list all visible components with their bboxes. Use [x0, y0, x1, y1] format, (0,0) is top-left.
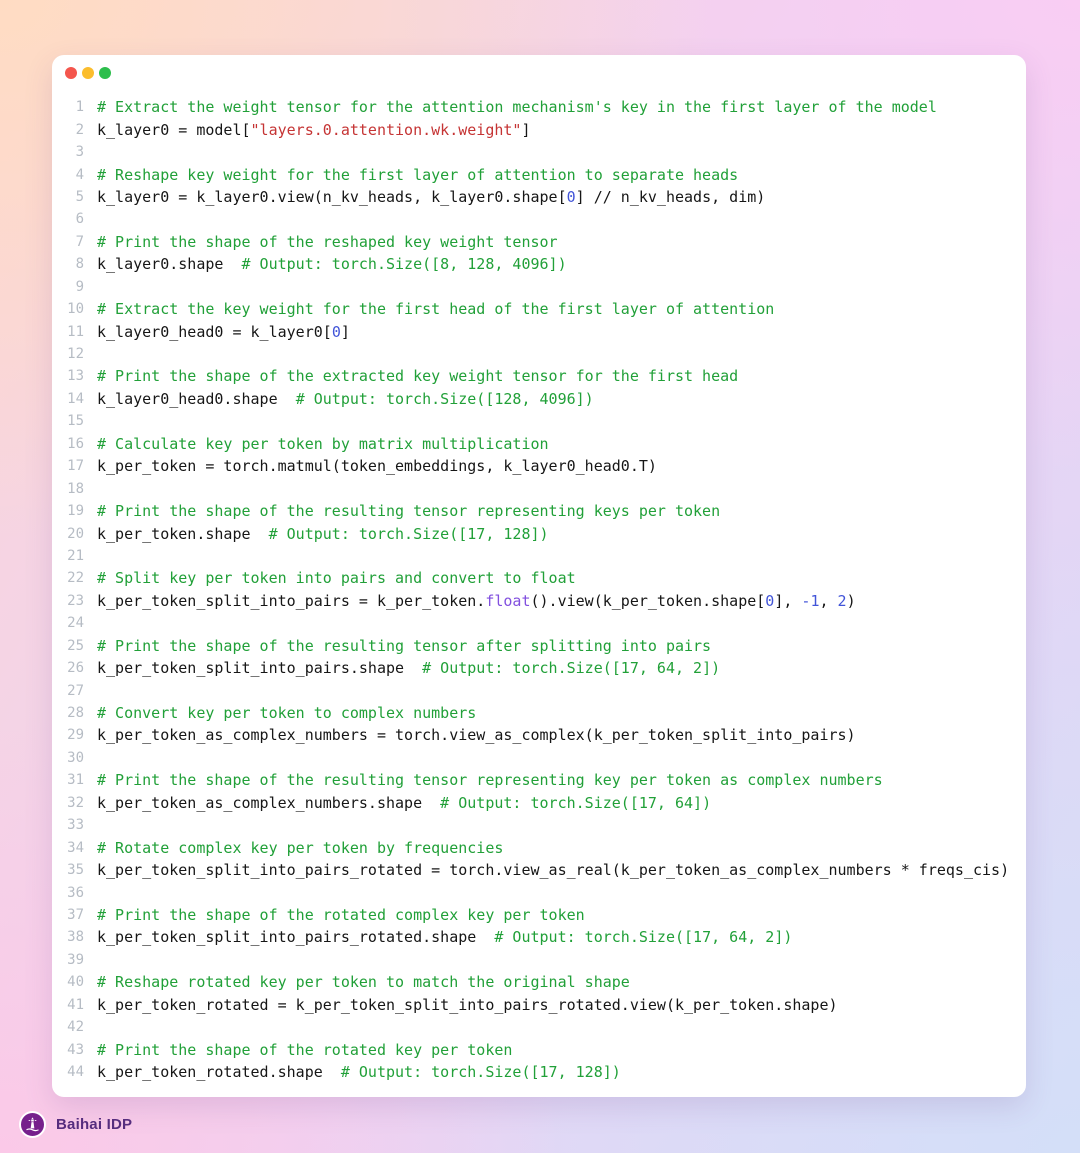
line-number: 44 — [67, 1064, 84, 1081]
code-line-7 — [64, 231, 1006, 253]
code-line-16 — [64, 433, 1006, 455]
code-editor — [52, 55, 1026, 1099]
line-number: 28 — [67, 705, 84, 722]
code-line-40 — [64, 971, 1006, 993]
line-content: # Print the shape of the resulting tensor after splitting into pairs — [97, 636, 712, 655]
code-line-38 — [64, 926, 1006, 948]
line-content: # Split key per token into pairs and convert to float — [97, 569, 576, 588]
code-line-6 — [64, 208, 1006, 230]
line-content: k_per_token_rotated.shape # Output: torch.Size([17, 128]) — [97, 1063, 621, 1082]
code-line-13 — [64, 365, 1006, 387]
code-line-21 — [64, 545, 1006, 567]
code-line-41 — [64, 994, 1006, 1016]
line-number: 27 — [67, 682, 84, 699]
code-line-1 — [64, 96, 1006, 118]
code-line-28 — [64, 702, 1006, 724]
line-content: # Print the shape of the extracted key weight tensor for the first head — [97, 367, 739, 386]
code-line-19 — [64, 500, 1006, 522]
line-number: 38 — [67, 929, 84, 946]
code-line-5 — [64, 186, 1006, 208]
line-number: 26 — [67, 660, 84, 677]
brand-name: Baihai IDP — [56, 1116, 133, 1133]
line-content: k_per_token.shape # Output: torch.Size([17, 128]) — [97, 524, 549, 543]
line-number: 13 — [67, 368, 84, 385]
line-number: 23 — [67, 592, 84, 609]
code-line-42 — [64, 1016, 1006, 1038]
code-line-27 — [64, 679, 1006, 701]
line-number: 22 — [67, 570, 84, 587]
line-number: 20 — [67, 525, 84, 542]
line-content: k_per_token_rotated = k_per_token_split_into_pairs_rotated.view(k_per_token.shape) — [97, 995, 838, 1014]
line-number: 5 — [75, 188, 84, 205]
line-content: k_per_token_as_complex_numbers = torch.view_as_complex(k_per_token_split_into_pairs) — [97, 726, 856, 745]
line-content: # Print the shape of the rotated key per token — [97, 1040, 513, 1059]
brand-logo — [19, 1111, 46, 1138]
window-close-button[interactable] — [65, 67, 77, 79]
code-line-17 — [64, 455, 1006, 477]
line-number: 35 — [67, 862, 84, 879]
code-line-12 — [64, 343, 1006, 365]
line-number: 31 — [67, 772, 84, 789]
code-line-36 — [64, 881, 1006, 903]
code-line-8 — [64, 253, 1006, 275]
code-line-24 — [64, 612, 1006, 634]
line-number: 19 — [67, 503, 84, 520]
code-line-15 — [64, 410, 1006, 432]
line-number: 36 — [67, 884, 84, 901]
line-content: k_per_token_split_into_pairs_rotated = torch.view_as_real(k_per_token_as_complex_numbers * freqs_cis) — [97, 861, 1010, 880]
code-line-23 — [64, 590, 1006, 612]
line-content: k_per_token_as_complex_numbers.shape # Output: torch.Size([17, 64]) — [97, 793, 712, 812]
code-line-44 — [64, 1061, 1006, 1083]
line-content: # Reshape rotated key per token to match the original shape — [97, 973, 630, 992]
line-number: 9 — [75, 278, 84, 295]
code-line-33 — [64, 814, 1006, 836]
code-line-34 — [64, 836, 1006, 858]
line-number: 6 — [75, 211, 84, 228]
line-number: 12 — [67, 346, 84, 363]
window-minimize-button[interactable] — [82, 67, 94, 79]
line-content: # Convert key per token to complex numbers — [97, 704, 477, 723]
code-line-26 — [64, 657, 1006, 679]
line-number: 39 — [67, 951, 84, 968]
line-number: 33 — [67, 817, 84, 834]
code-line-10 — [64, 298, 1006, 320]
line-content: k_layer0.shape # Output: torch.Size([8, 128, 4096]) — [97, 255, 567, 274]
line-content: # Print the shape of the reshaped key weight tensor — [97, 232, 558, 251]
code-card — [52, 55, 1026, 1097]
code-line-29 — [64, 724, 1006, 746]
line-number: 32 — [67, 794, 84, 811]
line-content: k_layer0 = model["layers.0.attention.wk.weight"] — [97, 120, 531, 139]
line-content: k_per_token = torch.matmul(token_embeddings, k_layer0_head0.T) — [97, 457, 657, 476]
brand-footer — [19, 1111, 132, 1138]
code-line-4 — [64, 163, 1006, 185]
line-number: 37 — [67, 906, 84, 923]
line-content: k_layer0_head0.shape # Output: torch.Size([128, 4096]) — [97, 389, 594, 408]
line-number: 18 — [67, 480, 84, 497]
line-content: k_per_token_split_into_pairs.shape # Output: torch.Size([17, 64, 2]) — [97, 659, 721, 678]
line-number: 21 — [67, 547, 84, 564]
code-line-22 — [64, 567, 1006, 589]
code-line-9 — [64, 276, 1006, 298]
line-content: k_layer0_head0 = k_layer0[0] — [97, 322, 350, 341]
code-line-25 — [64, 635, 1006, 657]
code-line-37 — [64, 904, 1006, 926]
line-number: 25 — [67, 637, 84, 654]
line-number: 42 — [67, 1019, 84, 1036]
line-content: # Extract the key weight for the first head of the first layer of attention — [97, 300, 775, 319]
code-line-20 — [64, 522, 1006, 544]
line-number: 7 — [75, 233, 84, 250]
code-line-39 — [64, 949, 1006, 971]
line-number: 4 — [75, 166, 84, 183]
line-number: 41 — [67, 996, 84, 1013]
line-content: # Print the shape of the rotated complex key per token — [97, 905, 585, 924]
line-content: # Extract the weight tensor for the attention mechanism's key in the first layer of the model — [97, 98, 937, 117]
line-content: # Print the shape of the resulting tensor representing key per token as complex numbers — [97, 771, 883, 790]
lighthouse-icon — [24, 1116, 41, 1133]
code-line-31 — [64, 769, 1006, 791]
line-number: 17 — [67, 458, 84, 475]
line-number: 3 — [75, 144, 84, 161]
code-line-11 — [64, 320, 1006, 342]
line-content: k_layer0 = k_layer0.view(n_kv_heads, k_layer0.shape[0] // n_kv_heads, dim) — [97, 187, 766, 206]
line-number: 34 — [67, 839, 84, 856]
line-content: # Rotate complex key per token by frequencies — [97, 838, 504, 857]
line-number: 24 — [67, 615, 84, 632]
line-number: 29 — [67, 727, 84, 744]
code-line-2 — [64, 118, 1006, 140]
line-content: # Print the shape of the resulting tensor representing keys per token — [97, 502, 721, 521]
line-number: 16 — [67, 435, 84, 452]
line-number: 1 — [75, 99, 84, 116]
code-line-32 — [64, 792, 1006, 814]
line-number: 10 — [67, 301, 84, 318]
line-content: # Calculate key per token by matrix multiplication — [97, 434, 549, 453]
line-number: 43 — [67, 1041, 84, 1058]
window-controls — [65, 67, 111, 79]
line-number: 15 — [67, 413, 84, 430]
code-line-30 — [64, 747, 1006, 769]
code-line-35 — [64, 859, 1010, 881]
line-content: k_per_token_split_into_pairs = k_per_token.float().view(k_per_token.shape[0], -1, 2) — [97, 591, 856, 610]
line-number: 2 — [75, 121, 84, 138]
line-number: 8 — [75, 256, 84, 273]
code-line-18 — [64, 477, 1006, 499]
code-line-43 — [64, 1038, 1006, 1060]
line-content: k_per_token_split_into_pairs_rotated.shape # Output: torch.Size([17, 64, 2]) — [97, 928, 793, 947]
code-line-3 — [64, 141, 1006, 163]
line-number: 14 — [67, 390, 84, 407]
code-line-14 — [64, 388, 1006, 410]
line-content: # Reshape key weight for the first layer of attention to separate heads — [97, 165, 739, 184]
line-number: 30 — [67, 749, 84, 766]
line-number: 11 — [67, 323, 84, 340]
window-zoom-button[interactable] — [99, 67, 111, 79]
line-number: 40 — [67, 974, 84, 991]
